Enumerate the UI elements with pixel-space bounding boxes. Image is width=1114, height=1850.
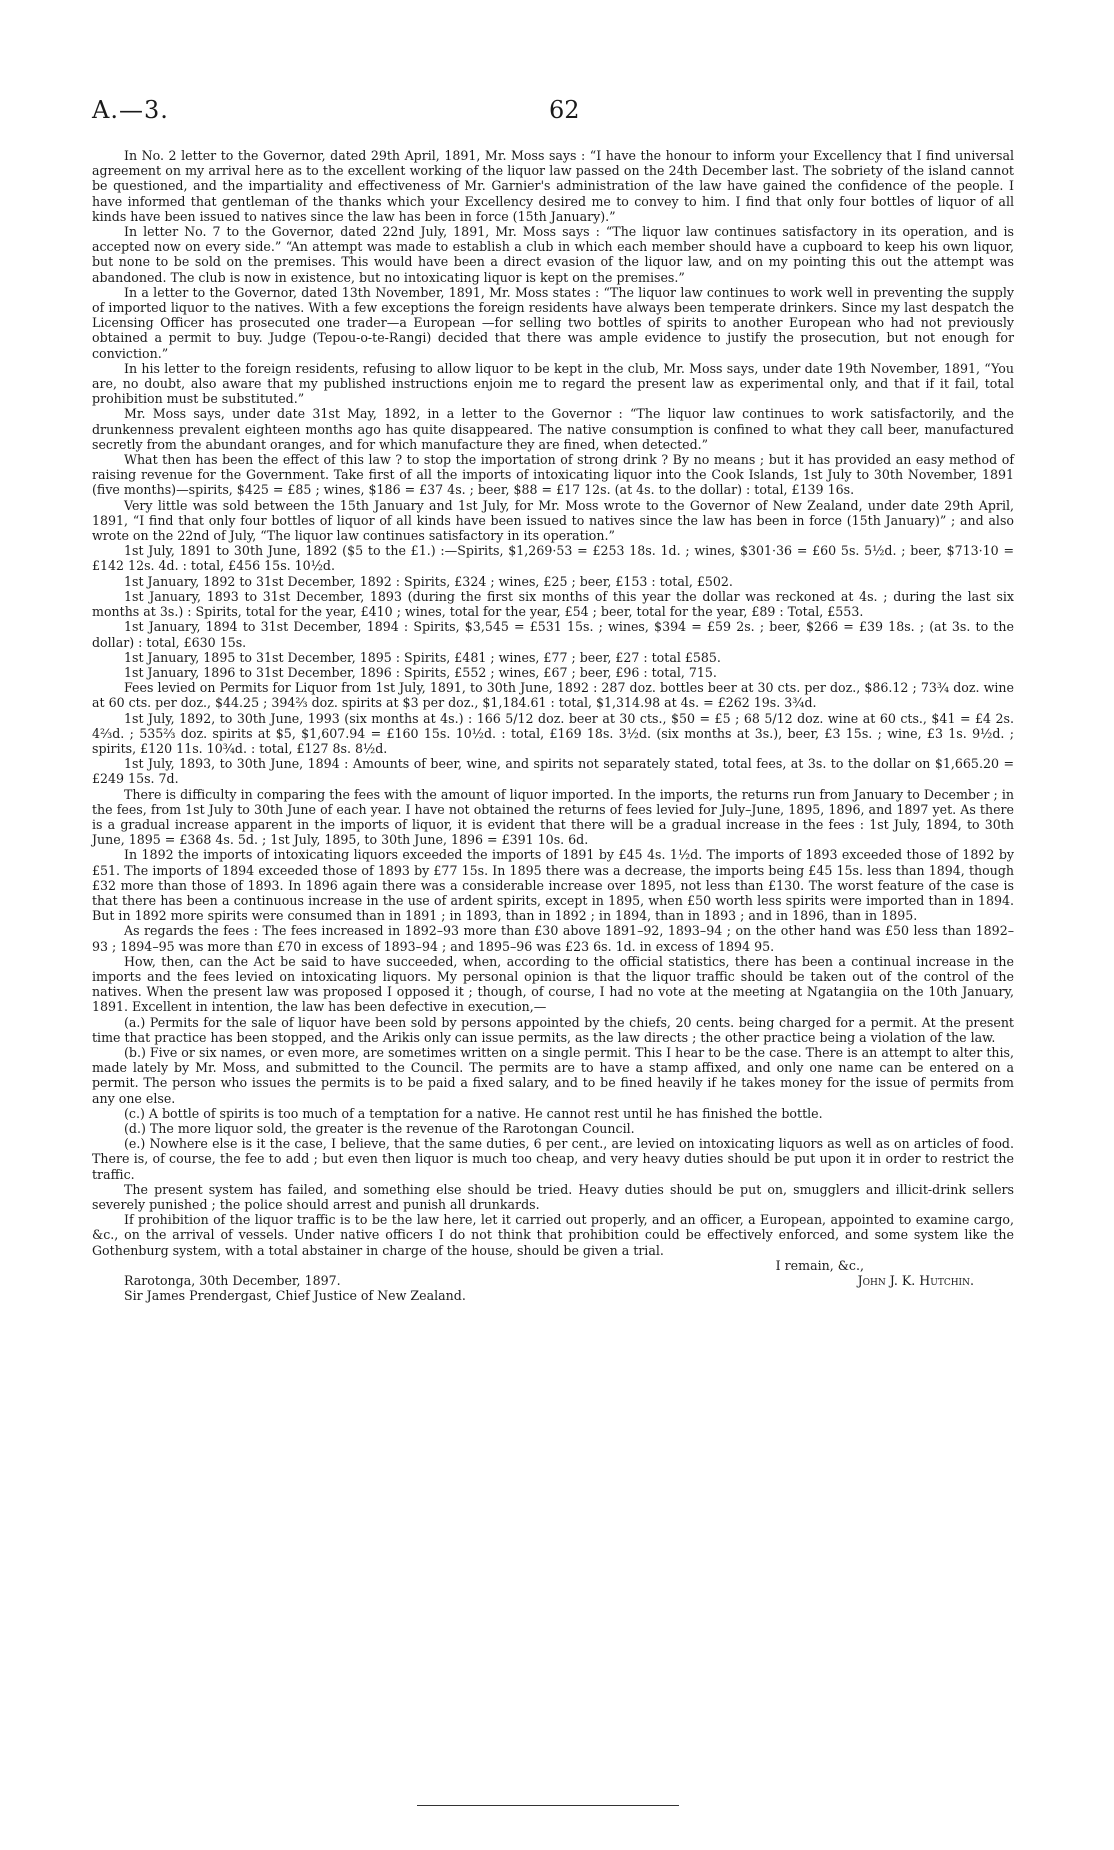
paragraph: In No. 2 letter to the Governor, dated 29th April, 1891, Mr. Moss says : “I have the honour to inform your Excellency that I find universal agreement on my arrival here as to the excellent working of the liquor law passed on the 24th December last. The sobriety of the island cannot be questioned, and the impartiality and effectiveness of Mr. Garnier's administration of the law have gained the confidence of the people. I have informed that gentleman of the thanks which your Excellency desired me to convey to him. I find that only four bottles of liquor of all kinds have been issued to natives since the law has been in force (15th January).” — [92, 148, 1014, 224]
paragraph: 1st July, 1893, to 30th June, 1894 : Amounts of beer, wine, and spirits not separately stated, total fees, at 3s. to the dollar on $1,665.20 = £249 15s. 7d. — [92, 756, 1014, 787]
document-reference: A.—3. — [92, 96, 169, 124]
list-item: (a.) Permits for the sale of liquor have been sold by persons appointed by the chiefs, 20 cents. being charged for a permit. At the present time that practice has been stopped, and the Arikis only can issue permits, as the law directs ; the other practice being a violation of the law. — [92, 1014, 1014, 1045]
paragraph: 1st July, 1892, to 30th June, 1993 (six months at 4s.) : 166 5/12 doz. beer at 30 cts., $50 = £5 ; 68 5/12 doz. wine at 60 cts., $41 = £4 2s. 4⅔d. ; 535⅔ doz. spirits at $5, $1,607.94 = £160 15s. 10½d. : total, £169 18s. 3½d. (six months at 3s.), beer, £3 15s. ; wine, £3 1s. 9½d. ; spirits, £120 11s. 10¾d. : total, £127 8s. 8½d. — [92, 710, 1014, 756]
page-number: 62 — [549, 96, 580, 124]
closing-rule — [417, 1805, 679, 1806]
paragraph: 1st January, 1896 to 31st December, 1896 : Spirits, £552 ; wines, £67 ; beer, £96 : total, 715. — [124, 664, 717, 680]
closing-remain: I remain, &c., — [775, 1257, 864, 1273]
paragraph: The present system has failed, and something else should be tried. Heavy duties should be put on, smugglers and illicit-drink sellers severely punished ; the police should arrest and punish all drunkards. — [92, 1181, 1014, 1213]
paragraph: 1st July, 1891 to 30th June, 1892 ($5 to the £1.) :—Spirits, $1,269·53 = £253 18s. 1d. ; wines, $301·36 = £60 5s. 5½d. ; beer, $713·10 = £142 12s. 4d. : total, £456 15s. 10½d. — [92, 543, 1014, 574]
paragraph: Very little was sold between the 15th January and 1st July, for Mr. Moss wrote to the Governor of New Zealand, under date 29th April, 1891, “I find that only four bottles of liquor of all kinds have been issued to natives since the law has been in force (15th January)” ; and also wrote on the 22nd of July, “The liquor law continues satisfactory in its operation.” — [92, 497, 1014, 544]
paragraph: As regards the fees : The fees increased in 1892–93 more than £30 above 1891–92, 1893–94 ; on the other hand was £50 less than 1892–93 ; 1894–95 was more than £70 in excess of 1893–94 ; and 1895–96 was £23 6s. 1d. in excess of 1894 95. — [92, 923, 1014, 954]
list-item: (b.) Five or six names, or even more, are sometimes written on a single permit. This I hear to be the case. There is an attempt to alter this, made lately by Mr. Moss, and submitted to the Council. The permits are to have a stamp affixed, and only one name can be entered on a permit. The person who issues the permits is to be paid a fixed salary, and to be fined heavily if he takes money for the issue of permits from any one else. — [92, 1044, 1014, 1106]
paragraph: If prohibition of the liquor traffic is to be the law here, let it carried out properly, and an officer, a European, appointed to examine cargo, &c., on the arrival of vessels. Under native officers I do not think that prohibition could be effectively enforced, and some system like the Gothenburg system, with a total abstainer in charge of the house, should be given a trial. — [92, 1212, 1014, 1258]
paragraph: 1st January, 1893 to 31st December, 1893 (during the first six months of this year the dollar was reckoned at 4s. ; during the last six months at 3s.) : Spirits, total for the year, £410 ; wines, total for the year, £54 ; beer, total for the year, £89 : Total, £553. — [92, 588, 1014, 620]
list-item: (e.) Nowhere else is it the case, I believe, that the same duties, 6 per cent., are levied on intoxicating liquors as well as on articles of food. There is, of course, the fee to add ; but even then liquor is much too cheap, and very heavy duties should be put upon it in order to restrict the traffic. — [92, 1136, 1014, 1182]
paragraph: In 1892 the imports of intoxicating liquors exceeded the imports of 1891 by £45 4s. 1½d. The imports of 1893 exceeded those of 1892 by £51. The imports of 1894 exceeded those of 1893 by £77 15s. In 1895 there was a decrease, the imports being £45 15s. less than 1894, though £32 more than those of 1893. In 1896 again there was a considerable increase over 1895, not less than £130. The worst feature of the case is that there has been a continuous increase in the use of ardent spirits, except in 1895, when £50 worth less spirits were imported than in 1894. But in 1892 more spirits were consumed than in 1891 ; in 1893, than in 1892 ; in 1894, than in 1893 ; and in 1896, than in 1895. — [92, 847, 1014, 924]
addressee: Sir James Prendergast, Chief Justice of New Zealand. — [124, 1288, 466, 1304]
letter-body — [92, 148, 1014, 1303]
paragraph: 1st January, 1895 to 31st December, 1895 : Spirits, £481 ; wines, £77 ; beer, £27 : total £585. — [124, 649, 721, 665]
paragraph: How, then, can the Act be said to have succeeded, when, according to the official statistics, there has been a continual increase in the imports and the fees levied on intoxicating liquors. My personal opinion is that the liquor traffic should be taken out of the control of the natives. When the present law was proposed I opposed it ; though, of course, I had no vote at the meeting at Ngatangiia on the 10th January, 1891. Excellent in intention, the law has been defective in execution,— — [92, 953, 1014, 1015]
paragraph: 1st January, 1892 to 31st December, 1892 : Spirits, £324 ; wines, £25 ; beer, £153 : total, £502. — [124, 573, 733, 589]
list-item: (c.) A bottle of spirits is too much of a temptation for a native. He cannot rest until he has finished the bottle. — [124, 1105, 823, 1121]
paragraph: There is difficulty in comparing the fees with the amount of liquor imported. In the imports, the returns run from January to December ; in the fees, from 1st July to 30th June of each year. I have not obtained the returns of fees levied for July–June, 1895, 1896, and 1897 yet. As there is a gradual increase apparent in the imports of liquor, it is evident that there will be a gradual increase in the fees : 1st July, 1894, to 30th June, 1895 = £368 4s. 5d. ; 1st July, 1895, to 30th June, 1896 = £391 10s. 6d. — [92, 786, 1014, 848]
paragraph: In letter No. 7 to the Governor, dated 22nd July, 1891, Mr. Moss says : “The liquor law continues satisfactory in its operation, and is accepted now on every side.” “An attempt was made to establish a club in which each member should have a cupboard to keep his own liquor, but none to be sold on the premises. This would have been a direct evasion of the liquor law, and on my pointing this out the attempt was abandoned. The club is now in existence, but no intoxicating liquor is kept on the premises.” — [92, 224, 1014, 285]
list-item: (d.) The more liquor sold, the greater is the revenue of the Rarotongan Council. — [124, 1121, 635, 1136]
paragraph: In his letter to the foreign residents, refusing to allow liquor to be kept in the club, Mr. Moss says, under date 19th November, 1891, “You are, no doubt, also aware that my published instructions enjoin me to regard the present law as experimental only, and that if it fail, total prohibition must be substituted.” — [92, 360, 1014, 407]
paragraph: In a letter to the Governor, dated 13th November, 1891, Mr. Moss states : “The liquor law continues to work well in preventing the supply of imported liquor to the natives. With a few exceptions the foreign residents have always been temperate drinkers. Since my last despatch the Licensing Officer has prosecuted one trader—a European —for selling two bottles of spirits to another European who had not previously obtained a permit to buy. Judge (Tepou-o-te-Rangi) decided that there was ample evidence to justify the prosecution, but not enough for conviction.” — [92, 284, 1014, 361]
paragraph: Mr. Moss says, under date 31st May, 1892, in a letter to the Governor : “The liquor law continues to work satisfactorily, and the drunkenness prevalent eighteen months ago has quite disappeared. The native consumption is confined to what they call beer, manufactured secretly from the abundant oranges, and for which manufacture they are fined, when detected.” — [92, 406, 1014, 452]
paragraph: What then has been the effect of this law ? to stop the importation of strong drink ? By no means ; but it has provided an easy method of raising revenue for the Government. Take first of all the imports of intoxicating liquor into the Cook Islands, 1st July to 30th November, 1891 (five months)—spirits, $425 = £85 ; wines, $186 = £37 4s. ; beer, $88 = £17 12s. (at 4s. to the dollar) : total, £139 16s. — [92, 452, 1014, 498]
signature: John J. K. Hutchin. — [857, 1273, 974, 1289]
paragraph: Fees levied on Permits for Liquor from 1st July, 1891, to 30th June, 1892 : 287 doz. bottles beer at 30 cts. per doz., $86.12 ; 73¾ doz. wine at 60 cts. per doz., $44.25 ; 394⅔ doz. spirits at $3 per doz., $1,184.61 : total, $1,314.98 at 4s. = £262 19s. 3¾d. — [92, 680, 1014, 711]
place-date: Rarotonga, 30th December, 1897. — [124, 1273, 341, 1289]
signature-line — [92, 1273, 1014, 1288]
paragraph: 1st January, 1894 to 31st December, 1894 : Spirits, $3,545 = £531 15s. ; wines, $394 = £59 2s. ; beer, $266 = £39 18s. ; (at 3s. to the dollar) : total, £630 15s. — [92, 619, 1014, 650]
